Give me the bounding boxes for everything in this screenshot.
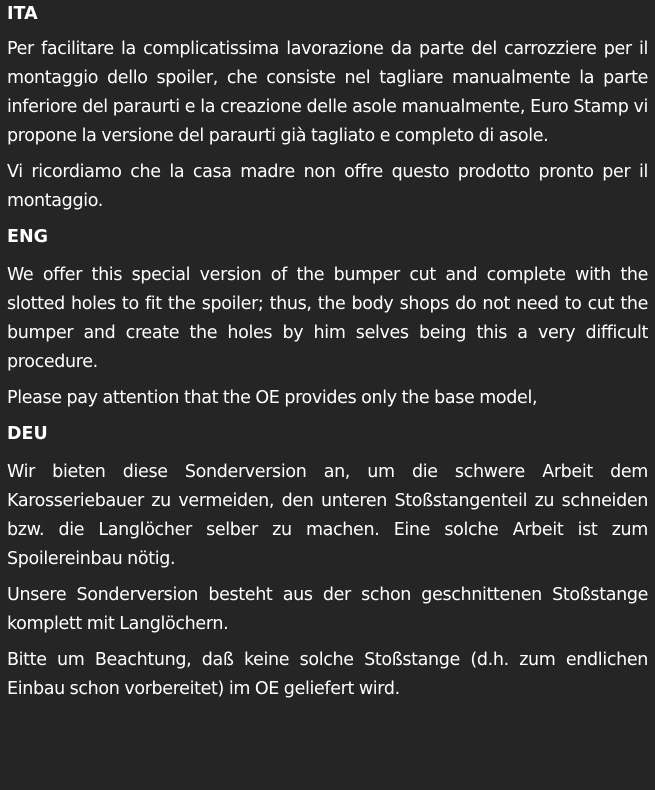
eng-paragraph-1: We offer this special version of the bumper cut and complete with the slotted holes to fit the spoiler; thus, the body shops do not need to cut the bumper and create the holes by him selves being this a very difficult procedure. bbox=[7, 265, 648, 372]
section-heading-eng: ENG bbox=[7, 227, 48, 247]
section-deu bbox=[7, 420, 648, 704]
eng-paragraph-2: Please pay attention that the OE provides only the base model, bbox=[7, 388, 538, 408]
section-ita bbox=[7, 0, 648, 216]
ita-paragraph-2: Vi ricordiamo che la casa madre non offre questo prodotto pronto per il montaggio. bbox=[7, 162, 648, 211]
deu-paragraph-1: Wir bieten diese Sonderversion an, um die schwere Arbeit dem Karosseriebauer zu vermeiden, den unteren Stoßstangenteil zu schneiden bzw. die Langlöcher selber zu machen. Eine solche Arbeit ist zum Spoilereinbau nötig. bbox=[7, 462, 648, 569]
deu-paragraph-3: Bitte um Beachtung, daß keine solche Stoßstange (d.h. zum endlichen Einbau schon vorbereitet) im OE geliefert wird. bbox=[7, 650, 648, 699]
ita-paragraph-1: Per facilitare la complicatissima lavorazione da parte del carrozziere per il montaggio dello spoiler, che consiste nel tagliare manualmente la parte inferiore del paraurti e la creazione delle asole manualmente, Euro Stamp vi propone la versione del paraurti già tagliato e completo di asole. bbox=[7, 39, 648, 146]
deu-paragraph-2: Unsere Sonderversion besteht aus der schon geschnittenen Stoßstange komplett mit Langlöchern. bbox=[7, 585, 648, 634]
section-eng bbox=[7, 223, 648, 413]
section-heading-ita: ITA bbox=[7, 4, 38, 24]
section-heading-deu: DEU bbox=[7, 424, 48, 444]
